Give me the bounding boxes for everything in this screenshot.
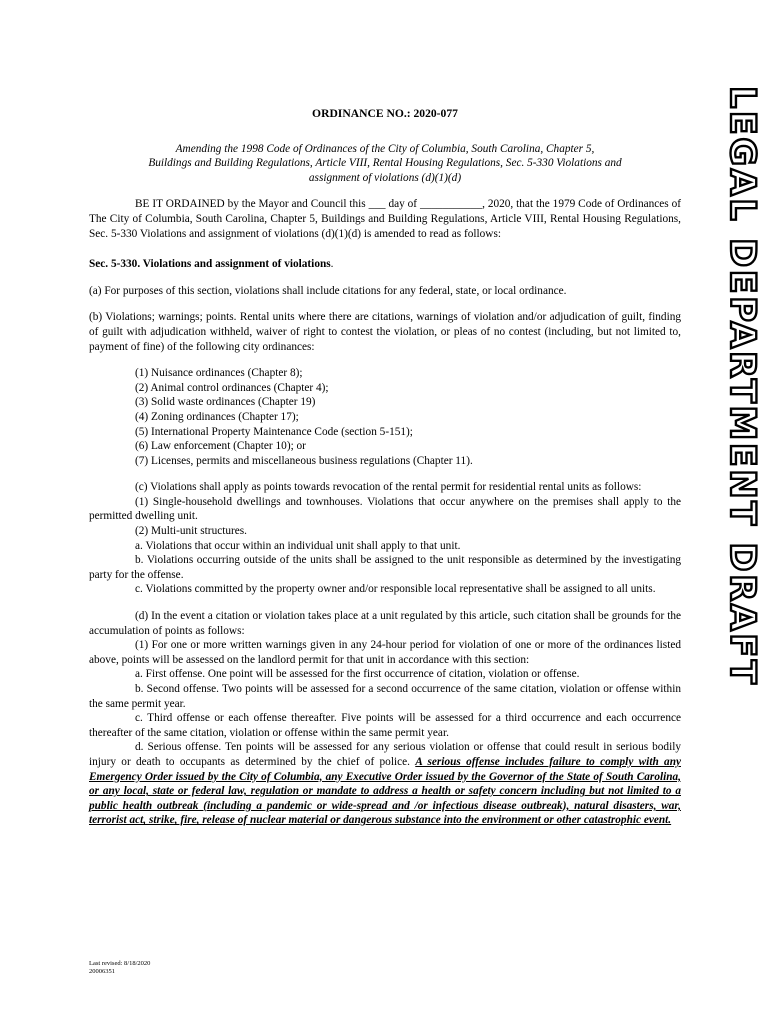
section-heading: [89, 257, 681, 272]
paragraph-a: (a) For purposes of this section, violations shall include citations for any federal, state, or local ordinance.: [89, 284, 567, 297]
paragraph-d-item-b: b. Second offense. Two points will be assessed for a second occurrence of the same citation, violation or offense within the same permit year.: [89, 683, 681, 710]
paragraph-c-item-2a: a. Violations that occur within an individual unit shall apply to that unit.: [135, 539, 461, 552]
ordinance-list-item: (1) Nuisance ordinances (Chapter 8);: [135, 367, 303, 380]
paragraph-d-item-a: a. First offense. One point will be assessed for the first occurrence of citation, violation or offense.: [135, 668, 580, 681]
subtitle-line: assignment of violations (d)(1)(d): [308, 171, 462, 184]
paragraph-d: [89, 609, 681, 828]
paragraph-d-item-d: [89, 740, 681, 828]
preamble-paragraph: BE IT ORDAINED by the Mayor and Council this ___ day of ___________, 2020, that the 1979 Code of Ordinances of The City of Columbia, South Carolina, Chapter 5, Buildings and Building Regulations, Article VIII, Rental Housing Regulations, Sec. 5-330 Violations and assignment of violations (d)(1)(d) is amended to read as follows:: [89, 198, 681, 240]
serious-offense-amendment: A serious offense includes failure to comply with any Emergency Order issued by the City of Columbia, any Executive Order issued by the Governor of the State of South Carolina, or any local, state or federal law, regulation or mandate to address a health or safety concern including but not limited to a public health outbreak (including a pandemic or wide-spread and /or infectious disease outbreak), natural disasters, war, terrorist act, strike, fire, release of nuclear material or dangerous substance into the environment or other catastrophic event.: [89, 755, 681, 827]
ordinance-list-item: (5) International Property Maintenance Code (section 5-151);: [135, 425, 413, 438]
subtitle-line: Amending the 1998 Code of Ordinances of the City of Columbia, South Carolina, Chapter 5,: [175, 142, 595, 155]
paragraph-c-item-1: (1) Single-household dwellings and townhouses. Violations that occur anywhere on the premises shall apply to the permitted dwelling unit.: [89, 495, 681, 523]
ordinance-list: [135, 366, 681, 468]
ordinance-list-item: (2) Animal control ordinances (Chapter 4);: [135, 381, 329, 394]
paragraph-d-item-1: (1) For one or more written warnings given in any 24-hour period for violation of one or more of the ordinances listed above, points will be assessed on the landlord permit for that unit in accordance with this section:: [89, 639, 681, 666]
paragraph-c: [89, 480, 681, 597]
last-revised-date: Last revised: 8/18/2020: [89, 960, 151, 967]
serious-offense-text: d. Serious offense. Ten points will be assessed for any serious violation or offense that could result in serious bodily injury or death to occupants as determined by the chief of police.: [89, 741, 681, 768]
legal-department-draft-watermark: LEGAL DEPARTMENT DRAFT: [722, 86, 762, 687]
ordinance-subtitle: [89, 142, 681, 186]
paragraph-c-item-2b: b. Violations occurring outside of the units shall be assigned to the unit responsible as determined by the investigating party for the offense.: [89, 554, 681, 581]
ordinance-page: [89, 107, 681, 828]
subtitle-line: Buildings and Building Regulations, Article VIII, Rental Housing Regulations, Sec. 5-330 Violations and: [148, 157, 622, 170]
ordinance-list-item: (7) Licenses, permits and miscellaneous business regulations (Chapter 11).: [135, 454, 473, 467]
ordinance-list-item: (6) Law enforcement (Chapter 10); or: [135, 440, 306, 453]
page-footer: [89, 960, 150, 976]
paragraph-c-item-2c: c. Violations committed by the property owner and/or responsible local representative shall be assigned to all units.: [135, 583, 656, 596]
paragraph-b: (b) Violations; warnings; points. Rental units where there are citations, warnings of violation and/or adjudication of guilt, finding of guilt with adjudication withheld, waiver of right to contest the violation, or pleas of no contest (including, but not limited to, payment of fine) of the following city ordinances:: [89, 311, 681, 353]
section-heading-text: Sec. 5-330. Violations and assignment of violations: [89, 258, 331, 271]
document-id: 20006351: [89, 968, 115, 975]
paragraph-c-intro: (c) Violations shall apply as points towards revocation of the rental permit for residential rental units as follows:: [135, 481, 642, 494]
paragraph-c-item-2: (2) Multi-unit structures.: [135, 525, 248, 538]
section-heading-period: .: [330, 258, 334, 271]
ordinance-title: ORDINANCE NO.: 2020-077: [312, 107, 458, 120]
paragraph-d-item-c: c. Third offense or each offense thereafter. Five points will be assessed for a third occurrence and each occurrence thereafter of the same citation, violation or offense within the same permit year.: [89, 712, 681, 739]
paragraph-d-intro: (d) In the event a citation or violation takes place at a unit regulated by this article, such citation shall be grounds for the accumulation of points as follows:: [89, 610, 681, 637]
ordinance-list-item: (4) Zoning ordinances (Chapter 17);: [135, 410, 299, 423]
ordinance-list-item: (3) Solid waste ordinances (Chapter 19): [135, 396, 316, 409]
